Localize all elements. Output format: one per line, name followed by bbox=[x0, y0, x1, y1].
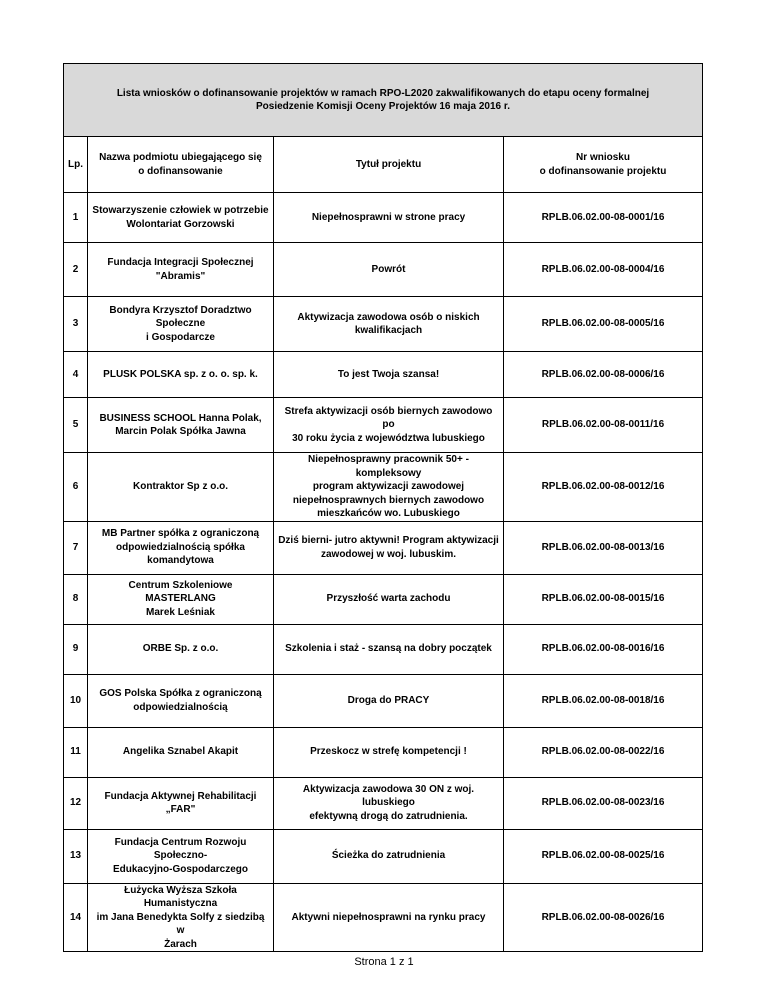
row-tytul-line: niepełnosprawnych biernych zawodowo bbox=[292, 494, 485, 506]
col-header-nr bbox=[504, 137, 703, 193]
table-row bbox=[64, 777, 703, 829]
row-podmiot-line: PLUSK POLSKA sp. z o. o. sp. k. bbox=[103, 368, 258, 380]
row-lp: 10 bbox=[64, 674, 88, 727]
row-tytul-line: Ścieżka do zatrudnienia bbox=[331, 850, 446, 862]
row-podmiot-line: Wolontariat Gorzowski bbox=[126, 218, 235, 230]
row-tytul-line: mieszkańców wo. Lubuskiego bbox=[317, 508, 460, 519]
row-podmiot bbox=[88, 398, 274, 453]
row-podmiot-line: Społeczne bbox=[155, 318, 206, 330]
row-lp: 4 bbox=[64, 352, 88, 398]
row-tytul bbox=[274, 777, 504, 829]
row-podmiot-line: BUSINESS SCHOOL Hanna Polak, bbox=[99, 412, 262, 424]
row-tytul-line: Droga do PRACY bbox=[347, 694, 430, 706]
table-row bbox=[64, 297, 703, 352]
row-tytul bbox=[274, 521, 504, 574]
row-lp: 13 bbox=[64, 829, 88, 883]
row-nr: RPLB.06.02.00-08-0016/16 bbox=[504, 624, 703, 674]
row-lp: 8 bbox=[64, 574, 88, 624]
col-header-lp: Lp. bbox=[64, 137, 88, 193]
title-line-2: Posiedzenie Komisji Oceny Projektów 16 maja 2016 r. bbox=[255, 101, 510, 112]
row-nr: RPLB.06.02.00-08-0001/16 bbox=[504, 193, 703, 243]
row-podmiot bbox=[88, 829, 274, 883]
row-nr: RPLB.06.02.00-08-0006/16 bbox=[504, 352, 703, 398]
row-podmiot-line: "Abramis" bbox=[155, 270, 206, 282]
row-podmiot bbox=[88, 193, 274, 243]
row-tytul bbox=[274, 352, 504, 398]
row-tytul-line: Niepełnosprawny pracownik 50+ - kompleksowy bbox=[308, 454, 469, 479]
row-podmiot-line: Marcin Polak Spółka Jawna bbox=[115, 426, 246, 437]
row-lp: 9 bbox=[64, 624, 88, 674]
row-tytul-line: Przeskocz w strefę kompetencji ! bbox=[310, 746, 467, 758]
row-podmiot bbox=[88, 624, 274, 674]
row-podmiot-line: MB Partner spółka z ograniczoną bbox=[101, 528, 260, 540]
table-row bbox=[64, 352, 703, 398]
row-podmiot bbox=[88, 521, 274, 574]
row-nr: RPLB.06.02.00-08-0005/16 bbox=[504, 297, 703, 352]
row-podmiot-line: Żarach bbox=[164, 938, 197, 950]
row-podmiot-line: Łużycka Wyższa Szkoła Humanistyczna bbox=[124, 884, 237, 909]
table-row bbox=[64, 674, 703, 727]
row-podmiot bbox=[88, 243, 274, 297]
row-tytul bbox=[274, 453, 504, 522]
row-podmiot bbox=[88, 727, 274, 777]
col-header-podmiot-line2: o dofinansowanie bbox=[138, 165, 223, 177]
table-row bbox=[64, 243, 703, 297]
row-podmiot-line: Fundacja Integracji Społecznej bbox=[107, 257, 254, 268]
row-tytul-line: To jest Twoja szansa! bbox=[337, 368, 440, 380]
row-podmiot bbox=[88, 674, 274, 727]
row-nr: RPLB.06.02.00-08-0015/16 bbox=[504, 574, 703, 624]
row-podmiot bbox=[88, 453, 274, 522]
row-lp: 7 bbox=[64, 521, 88, 574]
row-nr: RPLB.06.02.00-08-0025/16 bbox=[504, 829, 703, 883]
row-podmiot-line: im Jana Benedykta Solfy z siedzibą w bbox=[96, 911, 265, 936]
row-lp: 12 bbox=[64, 777, 88, 829]
row-tytul-line: efektywną drogą do zatrudnienia. bbox=[309, 810, 468, 822]
col-header-nr-line1: Nr wniosku bbox=[576, 152, 630, 163]
row-podmiot-line: Bondyra Krzysztof Doradztwo bbox=[109, 304, 252, 316]
row-tytul bbox=[274, 193, 504, 243]
row-podmiot-line: Fundacja Centrum Rozwoju Społeczno- bbox=[114, 836, 247, 862]
row-nr: RPLB.06.02.00-08-0013/16 bbox=[504, 521, 703, 574]
row-tytul-line: program aktywizacji zawodowej bbox=[312, 481, 465, 492]
row-podmiot bbox=[88, 883, 274, 952]
row-tytul bbox=[274, 674, 504, 727]
row-lp: 14 bbox=[64, 883, 88, 952]
row-tytul-line: Strefa aktywizacji osób biernych zawodowo po bbox=[284, 405, 493, 431]
row-tytul-line: Aktywizacja zawodowa 30 ON z woj. lubuskiego bbox=[302, 783, 475, 809]
row-tytul bbox=[274, 243, 504, 297]
row-tytul-line: Przyszłość warta zachodu bbox=[326, 593, 451, 605]
table-title bbox=[64, 64, 703, 137]
col-header-nr-line2: o dofinansowanie projektu bbox=[539, 165, 667, 177]
row-podmiot-line: odpowiedzialnością spółka bbox=[116, 541, 245, 553]
table-row bbox=[64, 453, 703, 522]
row-tytul bbox=[274, 574, 504, 624]
col-header-podmiot bbox=[88, 137, 274, 193]
row-nr: RPLB.06.02.00-08-0012/16 bbox=[504, 453, 703, 522]
table-row bbox=[64, 624, 703, 674]
row-podmiot-line: Stowarzyszenie człowiek w potrzebie bbox=[92, 205, 269, 216]
title-line-1: Lista wniosków o dofinansowanie projektów w ramach RPO-L2020 zakwalifikowanych do etapu oceny formalnej bbox=[116, 87, 650, 99]
row-tytul-line: zawodowej w woj. lubuskim. bbox=[320, 548, 456, 560]
row-tytul-line: Niepełnosprawni w strone pracy bbox=[311, 211, 466, 223]
row-tytul bbox=[274, 727, 504, 777]
table-row bbox=[64, 398, 703, 453]
row-podmiot-line: ORBE Sp. z o.o. bbox=[142, 643, 219, 655]
col-header-podmiot-line1: Nazwa podmiotu ubiegającego się bbox=[99, 152, 262, 163]
page-footer: Strona 1 z 1 bbox=[354, 956, 414, 968]
row-tytul-line: Aktywizacja zawodowa osób o niskich bbox=[297, 311, 480, 323]
row-nr: RPLB.06.02.00-08-0026/16 bbox=[504, 883, 703, 952]
row-tytul-line: kwalifikacjach bbox=[354, 325, 423, 336]
row-podmiot-line: Edukacyjno-Gospodarczego bbox=[112, 863, 249, 875]
row-podmiot-line: GOS Polska Spółka z ograniczoną bbox=[99, 688, 262, 699]
row-podmiot bbox=[88, 777, 274, 829]
table-row bbox=[64, 521, 703, 574]
row-podmiot bbox=[88, 574, 274, 624]
table-row bbox=[64, 574, 703, 624]
row-lp: 3 bbox=[64, 297, 88, 352]
table-row bbox=[64, 829, 703, 883]
row-podmiot-line: komandytowa bbox=[147, 555, 214, 567]
column-header-row bbox=[64, 137, 703, 193]
row-podmiot-line: i Gospodarcze bbox=[146, 331, 215, 343]
row-nr: RPLB.06.02.00-08-0004/16 bbox=[504, 243, 703, 297]
row-tytul-line: 30 roku życia z województwa lubuskiego bbox=[292, 432, 485, 444]
row-podmiot-line: odpowiedzialnością bbox=[133, 701, 228, 713]
row-podmiot-line: Marek Leśniak bbox=[146, 606, 215, 618]
row-tytul bbox=[274, 398, 504, 453]
row-tytul bbox=[274, 297, 504, 352]
row-nr: RPLB.06.02.00-08-0018/16 bbox=[504, 674, 703, 727]
col-header-tytul: Tytuł projektu bbox=[274, 137, 504, 193]
row-nr: RPLB.06.02.00-08-0023/16 bbox=[504, 777, 703, 829]
row-tytul-line: Szkolenia i staż - szansą na dobry początek bbox=[285, 643, 492, 655]
row-tytul bbox=[274, 883, 504, 952]
row-tytul-line: Dziś bierni- jutro aktywni! Program aktywizacji bbox=[278, 535, 499, 546]
table-row bbox=[64, 193, 703, 243]
row-lp: 11 bbox=[64, 727, 88, 777]
row-podmiot-line: Angelika Sznabel Akapit bbox=[122, 746, 239, 758]
row-tytul bbox=[274, 624, 504, 674]
row-podmiot-line: Centrum Szkoleniowe MASTERLANG bbox=[128, 579, 233, 605]
projects-table bbox=[63, 63, 703, 952]
row-podmiot-line: Fundacja Aktywnej Rehabilitacji „FAR" bbox=[104, 790, 257, 815]
row-lp: 6 bbox=[64, 453, 88, 522]
row-lp: 1 bbox=[64, 193, 88, 243]
row-lp: 5 bbox=[64, 398, 88, 453]
row-lp: 2 bbox=[64, 243, 88, 297]
row-tytul-line: Powrót bbox=[371, 263, 406, 275]
row-podmiot-line: Kontraktor Sp z o.o. bbox=[133, 481, 228, 492]
table-row bbox=[64, 883, 703, 952]
row-tytul-line: Aktywni niepełnosprawni na rynku pracy bbox=[291, 911, 486, 923]
row-nr: RPLB.06.02.00-08-0011/16 bbox=[504, 398, 703, 453]
row-tytul bbox=[274, 829, 504, 883]
row-podmiot bbox=[88, 352, 274, 398]
row-podmiot bbox=[88, 297, 274, 352]
row-nr: RPLB.06.02.00-08-0022/16 bbox=[504, 727, 703, 777]
table-row bbox=[64, 727, 703, 777]
